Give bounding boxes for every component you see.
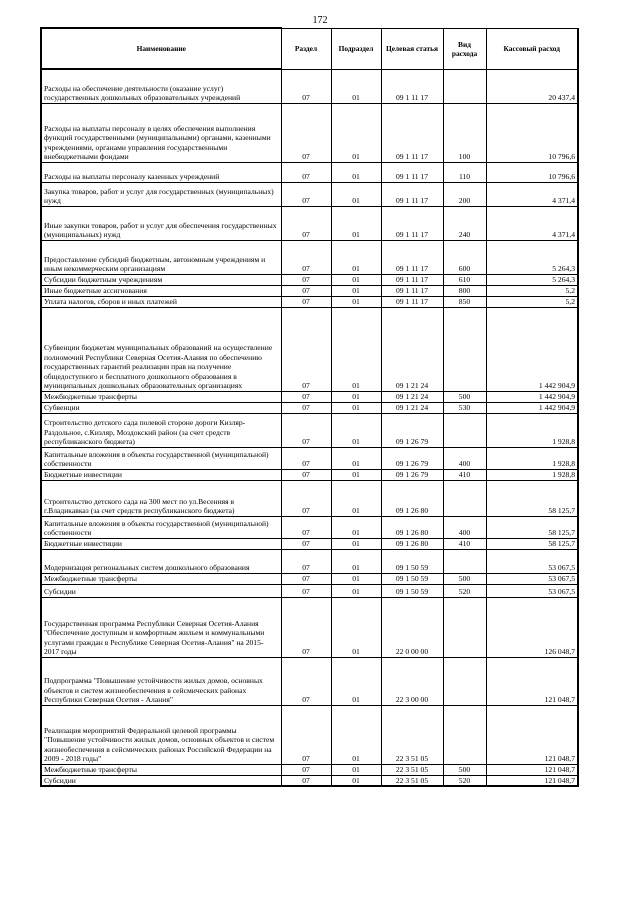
row-name: Расходы на обеспечение деятельности (оказание услуг) государственных дошкольных образовательных учреждений — [41, 69, 281, 103]
row-type: 500 — [443, 391, 486, 402]
table-row — [41, 480, 578, 516]
row-amount: 126 048,7 — [486, 597, 578, 657]
row-target: 09 1 26 80 — [381, 516, 443, 538]
row-target: 09 1 21 24 — [381, 307, 443, 391]
row-type: 240 — [443, 206, 486, 240]
row-type: 500 — [443, 764, 486, 775]
table-row — [41, 103, 578, 162]
row-subsection: 01 — [331, 657, 381, 705]
row-section: 07 — [281, 705, 331, 764]
row-amount: 4 371,4 — [486, 206, 578, 240]
page-number: 172 — [312, 15, 328, 26]
row-section: 07 — [281, 447, 331, 469]
row-amount: 53 067,5 — [486, 573, 578, 584]
table-row — [41, 296, 578, 307]
row-target: 09 1 11 17 — [381, 206, 443, 240]
row-subsection: 01 — [331, 549, 381, 573]
row-subsection: 01 — [331, 705, 381, 764]
row-type: 100 — [443, 103, 486, 162]
row-subsection: 01 — [331, 307, 381, 391]
header-subsection: Подраздел — [331, 28, 381, 69]
row-target: 22 3 00 00 — [381, 657, 443, 705]
row-section: 07 — [281, 69, 331, 103]
row-name: Субвенции бюджетам муниципальных образований на осуществление полномочий Республики Северная Осетия-Алания по обеспечению государственных гарантий реализации прав на получение общедоступного и бесплатного дошкольного образования в муниципальных дошкольных образовательных организациях — [41, 307, 281, 391]
row-target: 09 1 50 59 — [381, 573, 443, 584]
table-row — [41, 182, 578, 206]
table-row — [41, 402, 578, 413]
table-row — [41, 573, 578, 584]
row-type — [443, 657, 486, 705]
row-name: Межбюджетные трансферты — [41, 573, 281, 584]
row-name: Капитальные вложения в объекты государственной (муниципальной) собственности — [41, 447, 281, 469]
row-section: 07 — [281, 657, 331, 705]
row-target: 09 1 11 17 — [381, 240, 443, 274]
row-target: 09 1 11 17 — [381, 69, 443, 103]
table-row — [41, 469, 578, 480]
table-row — [41, 775, 578, 786]
row-target: 22 3 51 05 — [381, 764, 443, 775]
row-subsection: 01 — [331, 584, 381, 597]
header-amount: Кассовый расход — [486, 28, 578, 69]
row-section: 07 — [281, 573, 331, 584]
row-target: 09 1 21 24 — [381, 402, 443, 413]
row-name: Государственная программа Республики Северная Осетия-Алания "Обеспечение доступным и комфортным жильем и коммунальными услугами граждан в Республике Северная Осетия-Алания" на 2015-2017 годы — [41, 597, 281, 657]
row-subsection: 01 — [331, 162, 381, 182]
row-amount: 58 125,7 — [486, 538, 578, 549]
row-subsection: 01 — [331, 240, 381, 274]
table-row — [41, 413, 578, 447]
row-section: 07 — [281, 469, 331, 480]
table-body — [41, 69, 578, 786]
row-target: 09 1 11 17 — [381, 162, 443, 182]
row-section: 07 — [281, 584, 331, 597]
row-name: Уплата налогов, сборов и иных платежей — [41, 296, 281, 307]
row-subsection: 01 — [331, 480, 381, 516]
row-type — [443, 413, 486, 447]
table-row — [41, 705, 578, 764]
row-target: 09 1 11 17 — [381, 285, 443, 296]
table-row — [41, 764, 578, 775]
table-row — [41, 307, 578, 391]
row-subsection: 01 — [331, 103, 381, 162]
row-type: 200 — [443, 182, 486, 206]
row-amount: 121 048,7 — [486, 705, 578, 764]
row-type: 410 — [443, 469, 486, 480]
header-target: Целевая статья — [381, 28, 443, 69]
table-row — [41, 240, 578, 274]
row-section: 07 — [281, 274, 331, 285]
row-section: 07 — [281, 103, 331, 162]
row-target: 09 1 11 17 — [381, 182, 443, 206]
header-name: Наименование — [41, 28, 281, 69]
row-name: Модернизация региональных систем дошкольного образования — [41, 549, 281, 573]
row-amount: 121 048,7 — [486, 657, 578, 705]
row-type — [443, 549, 486, 573]
row-subsection: 01 — [331, 573, 381, 584]
row-amount: 5 264,3 — [486, 274, 578, 285]
table-row — [41, 584, 578, 597]
row-section: 07 — [281, 285, 331, 296]
row-target: 22 0 00 00 — [381, 597, 443, 657]
row-target: 09 1 26 79 — [381, 469, 443, 480]
table-row — [41, 549, 578, 573]
row-name: Подпрограмма "Повышение устойчивости жилых домов, основных объектов и систем жизнеобеспечения в сейсмических районах Республики Северная Осетия - Алания" — [41, 657, 281, 705]
row-name: Бюджетные инвестиции — [41, 469, 281, 480]
row-amount: 1 442 904,9 — [486, 402, 578, 413]
row-type: 410 — [443, 538, 486, 549]
row-target: 22 3 51 05 — [381, 705, 443, 764]
row-subsection: 01 — [331, 764, 381, 775]
row-subsection: 01 — [331, 285, 381, 296]
row-subsection: 01 — [331, 516, 381, 538]
row-type — [443, 307, 486, 391]
row-type: 520 — [443, 775, 486, 786]
row-target: 09 1 11 17 — [381, 296, 443, 307]
row-subsection: 01 — [331, 469, 381, 480]
row-target: 22 3 51 05 — [381, 775, 443, 786]
row-name: Расходы на выплаты персоналу в целях обеспечения выполнения функций государственными (муниципальными) органами, казенными учреждениями, органами управления государственными внебюджетными фондами — [41, 103, 281, 162]
row-subsection: 01 — [331, 538, 381, 549]
row-name: Предоставление субсидий бюджетным, автономным учреждениям и иным некоммерческим организациям — [41, 240, 281, 274]
table-row — [41, 516, 578, 538]
row-type — [443, 597, 486, 657]
table-row — [41, 285, 578, 296]
row-target: 09 1 26 79 — [381, 447, 443, 469]
row-section: 07 — [281, 597, 331, 657]
row-section: 07 — [281, 206, 331, 240]
row-amount: 20 437,4 — [486, 69, 578, 103]
row-type: 400 — [443, 516, 486, 538]
row-target: 09 1 50 59 — [381, 549, 443, 573]
row-section: 07 — [281, 391, 331, 402]
row-amount: 58 125,7 — [486, 480, 578, 516]
row-subsection: 01 — [331, 182, 381, 206]
row-amount: 10 796,6 — [486, 103, 578, 162]
row-section: 07 — [281, 538, 331, 549]
row-target: 09 1 26 79 — [381, 413, 443, 447]
row-amount: 4 371,4 — [486, 182, 578, 206]
row-subsection: 01 — [331, 447, 381, 469]
row-section: 07 — [281, 516, 331, 538]
table-row — [41, 597, 578, 657]
row-target: 09 1 11 17 — [381, 274, 443, 285]
table-row — [41, 657, 578, 705]
header-type: Вид расхода — [443, 28, 486, 69]
row-name: Межбюджетные трансферты — [41, 764, 281, 775]
row-name: Межбюджетные трансферты — [41, 391, 281, 402]
row-target: 09 1 26 80 — [381, 480, 443, 516]
table-row — [41, 274, 578, 285]
budget-table — [40, 27, 579, 787]
row-type: 800 — [443, 285, 486, 296]
row-section: 07 — [281, 296, 331, 307]
row-subsection: 01 — [331, 391, 381, 402]
row-name: Строительство детского сада на 300 мест по ул.Весенняя в г.Владикавказ (за счет средств республиканского бюджета) — [41, 480, 281, 516]
row-name: Бюджетные инвестиции — [41, 538, 281, 549]
row-amount: 121 048,7 — [486, 764, 578, 775]
row-target: 09 1 11 17 — [381, 103, 443, 162]
row-type — [443, 705, 486, 764]
row-target: 09 1 21 24 — [381, 391, 443, 402]
table-row — [41, 206, 578, 240]
row-target: 09 1 26 80 — [381, 538, 443, 549]
row-type: 520 — [443, 584, 486, 597]
row-amount: 53 067,5 — [486, 584, 578, 597]
row-amount: 10 796,6 — [486, 162, 578, 182]
row-amount: 1 928,8 — [486, 413, 578, 447]
row-subsection: 01 — [331, 402, 381, 413]
row-amount: 1 928,8 — [486, 447, 578, 469]
row-section: 07 — [281, 764, 331, 775]
row-type — [443, 480, 486, 516]
row-amount: 1 442 904,9 — [486, 307, 578, 391]
row-type: 610 — [443, 274, 486, 285]
row-section: 07 — [281, 775, 331, 786]
row-name: Иные бюджетные ассигнования — [41, 285, 281, 296]
row-subsection: 01 — [331, 69, 381, 103]
row-subsection: 01 — [331, 597, 381, 657]
row-type: 530 — [443, 402, 486, 413]
table-header — [41, 28, 578, 69]
row-subsection: 01 — [331, 274, 381, 285]
row-subsection: 01 — [331, 775, 381, 786]
row-subsection: 01 — [331, 206, 381, 240]
row-section: 07 — [281, 240, 331, 274]
table-row — [41, 162, 578, 182]
row-type: 500 — [443, 573, 486, 584]
row-name: Субсидии — [41, 775, 281, 786]
row-type: 600 — [443, 240, 486, 274]
row-name: Иные закупки товаров, работ и услуг для обеспечения государственных (муниципальных) нужд — [41, 206, 281, 240]
row-amount: 121 048,7 — [486, 775, 578, 786]
row-section: 07 — [281, 307, 331, 391]
table-row — [41, 538, 578, 549]
table-row — [41, 447, 578, 469]
row-name: Расходы на выплаты персоналу казенных учреждений — [41, 162, 281, 182]
row-type: 400 — [443, 447, 486, 469]
row-amount: 58 125,7 — [486, 516, 578, 538]
row-amount: 5 264,3 — [486, 240, 578, 274]
row-subsection: 01 — [331, 413, 381, 447]
row-section: 07 — [281, 413, 331, 447]
row-section: 07 — [281, 480, 331, 516]
row-section: 07 — [281, 402, 331, 413]
row-name: Строительство детского сада полевой стороне дороги Кизляр-Раздольное, с.Кизляр, Моздокский район (за счет средств республиканского бюджета) — [41, 413, 281, 447]
row-type: 850 — [443, 296, 486, 307]
row-name: Капитальные вложения в объекты государственной (муниципальной) собственности — [41, 516, 281, 538]
row-name: Закупка товаров, работ и услуг для государственных (муниципальных) нужд — [41, 182, 281, 206]
header-section: Раздел — [281, 28, 331, 69]
row-name: Реализация мероприятий Федеральной целевой программы "Повышение устойчивости жилых домов, основных объектов и систем жизнеобеспечения в сейсмических районах Российской Федерации на 2009 - 2018 годы" — [41, 705, 281, 764]
row-name: Субвенции — [41, 402, 281, 413]
row-amount: 5,2 — [486, 285, 578, 296]
row-name: Субсидии — [41, 584, 281, 597]
row-type: 110 — [443, 162, 486, 182]
row-type — [443, 69, 486, 103]
row-section: 07 — [281, 549, 331, 573]
row-subsection: 01 — [331, 296, 381, 307]
row-section: 07 — [281, 162, 331, 182]
row-target: 09 1 50 59 — [381, 584, 443, 597]
row-section: 07 — [281, 182, 331, 206]
table-row — [41, 69, 578, 103]
row-amount: 53 067,5 — [486, 549, 578, 573]
row-amount: 5,2 — [486, 296, 578, 307]
row-amount: 1 442 904,9 — [486, 391, 578, 402]
row-name: Субсидии бюджетным учреждениям — [41, 274, 281, 285]
table-row — [41, 391, 578, 402]
row-amount: 1 928,8 — [486, 469, 578, 480]
